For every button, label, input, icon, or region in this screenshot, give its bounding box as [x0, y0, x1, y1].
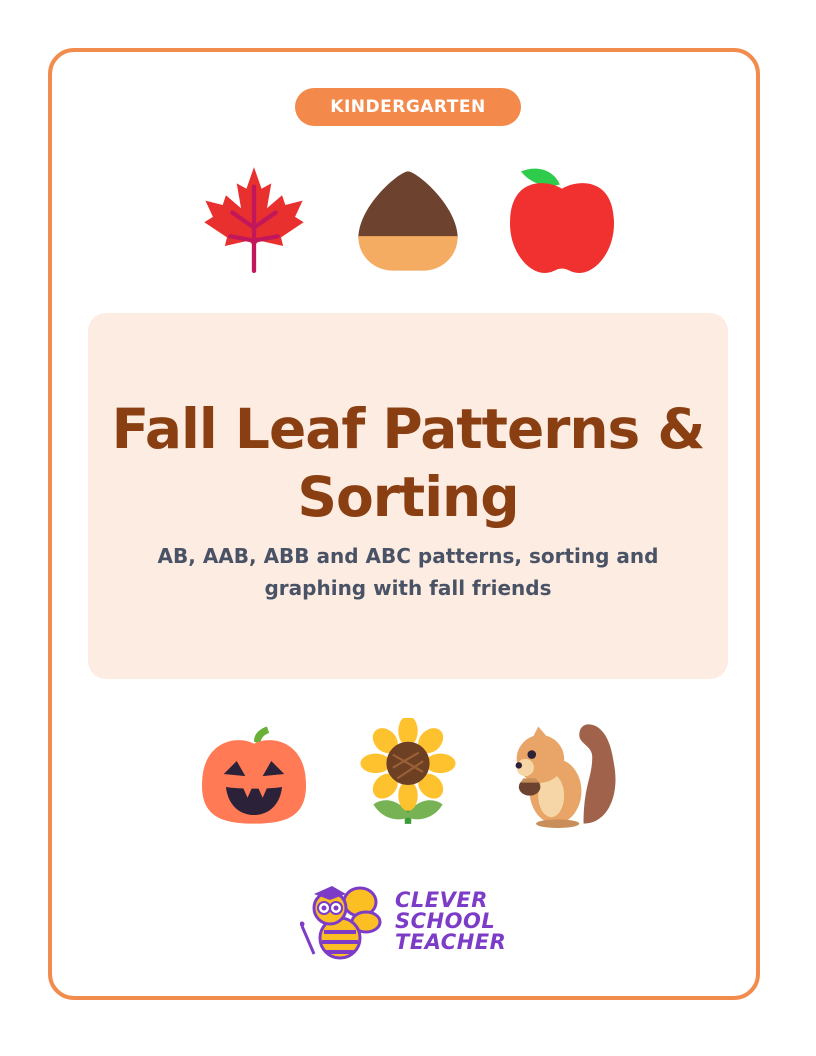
- sunflower-icon: [354, 718, 462, 826]
- page-title: Fall Leaf Patterns & Sorting: [111, 397, 705, 529]
- jack-o-lantern-icon: [200, 720, 308, 828]
- grade-badge: KINDERGARTEN: [295, 88, 521, 126]
- clever-school-teacher-logo[interactable]: [300, 880, 530, 964]
- logo-line-1: CLEVER: [395, 888, 488, 912]
- logo-wordmark: [395, 890, 506, 953]
- logo-line-2: SCHOOL: [395, 909, 496, 933]
- chestnut-icon: [354, 167, 462, 275]
- maple-leaf-icon: [200, 165, 308, 273]
- bee-mascot-icon: [300, 880, 384, 964]
- logo-line-3: TEACHER: [395, 930, 507, 954]
- squirrel-icon: [508, 720, 616, 828]
- apple-icon: [508, 165, 616, 273]
- page-subtitle: AB, AAB, ABB and ABC patterns, sorting and graphing with fall friends: [157, 544, 659, 600]
